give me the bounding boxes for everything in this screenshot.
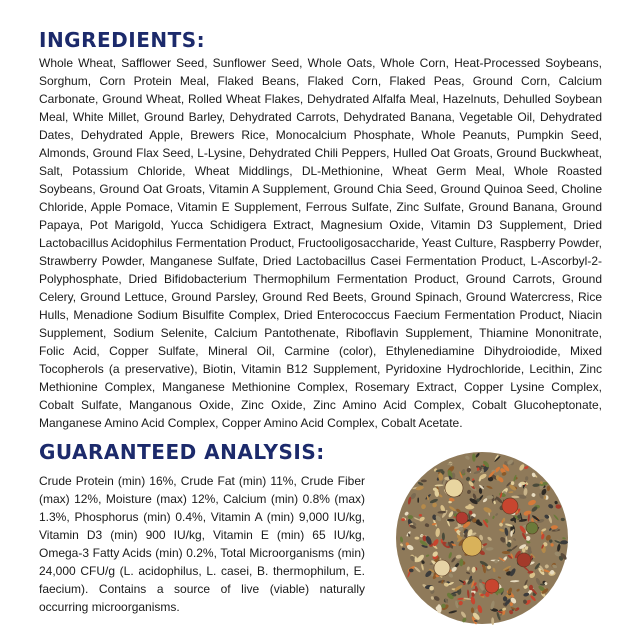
ingredients-heading: INGREDIENTS: xyxy=(39,28,206,52)
guaranteed-analysis-text: Crude Protein (min) 16%, Crude Fat (min) 11%, Crude Fiber (max) 12%, Moisture (max) 12%, Calcium (min) 0.8% (max) 1.3%, Phosphorus (min) 0.4%, Vitamin A (min) 9,000 IU/kg, Vitamin D3 (min) 900 IU/kg, Vitamin E (min) 65 IU/kg, Omega-3 Fatty Acids (min) 0.2%, Total Microorganisms (min) 24,000 CFU/g (L. acidophilus, L. casei, B. thermophilum, E. faecium). Contains a source of live (viable) naturally occurring microorganisms. xyxy=(39,474,365,614)
guaranteed-analysis-heading: GUARANTEED ANALYSIS: xyxy=(39,440,325,464)
seed-mix-image xyxy=(392,448,572,628)
ingredients-text: Whole Wheat, Safflower Seed, Sunflower Seed, Whole Oats, Whole Corn, Heat-Processed Soybeans, Sorghum, Corn Protein Meal, Flaked Beans, Flaked Corn, Flaked Peas, Ground Corn, Calcium Carbonate, Ground Wheat, Rolled Wheat Flakes, Dehydrated Alfalfa Meal, Hazelnuts, Dehulled Soybean Meal, White Millet, Ground Barley, Dehydrated Carrots, Dehydrated Banana, Vegetable Oil, Dehydrated Dates, Dehydrated Apple, Brewers Rice, Monocalcium Phosphate, Whole Peanuts, Pumpkin Seed, Almonds, Ground Flax Seed, L-Lysine, Dehydrated Chili Peppers, Hulled Oat Groats, Ground Buckwheat, Salt, Potassium Chloride, Wheat Middlings, DL-Methionine, Wheat Germ Meal, Whole Roasted Soybeans, Ground Oat Groats, Vitamin A Supplement, Ground Chia Seed, Ground Quinoa Seed, Choline Chloride, Apple Pomace, Vitamin E Supplement, Ferrous Sulfate, Zinc Sulfate, Ground Banana, Ground Papaya, Pot Marigold, Yucca Schidigera Extract, Magnesium Oxide, Vitamin D3 Supplement, Dried Lactobacillus Acidophilus Fermentation Product, Fructooligosaccharide, Yeast Culture, Raspberry Powder, Strawberry Powder, Manganese Sulfate, Dried Lactobacillus Casei Fermentation Product, L-Ascorbyl-2-Polyphosphate, Dried Bifidobacterium Thermophilum Fermentation Product, Ground Carrots, Ground Celery, Ground Lettuce, Ground Parsley, Ground Red Beets, Ground Spinach, Ground Watercress, Rice Hulls, Menadione Sodium Bisulfite Complex, Dried Enterococcus Faecium Fermentation Product, Niacin Supplement, Sodium Selenite, Calcium Pantothenate, Riboflavin Supplement, Thiamine Mononitrate, Folic Acid, Copper Sulfate, Mineral Oil, Carmine (color), Ethylenediamine Dihydroiodide, Mixed Tocopherols (a preservative), Biotin, Vitamin B12 Supplement, Pyridoxine Hydrochloride, Lecithin, Zinc Methionine Complex, Manganese Methionine Complex, Rosemary Extract, Copper Lysine Complex, Cobalt Sulfate, Manganous Oxide, Zinc Oxide, Zinc Amino Acid Complex, Cobalt Glucoheptonate, Manganese Amino Acid Complex, Copper Amino Acid Complex, Cobalt Acetate. xyxy=(39,56,602,430)
